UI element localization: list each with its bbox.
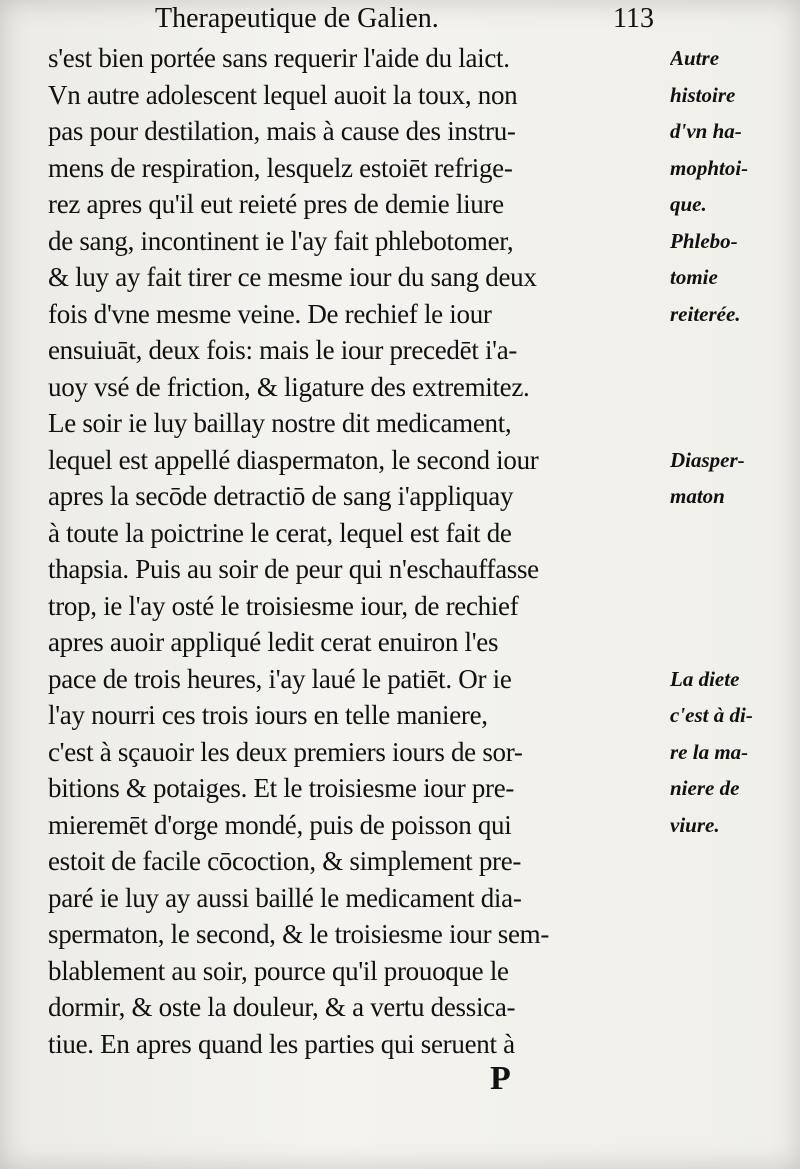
main-text-block	[48, 40, 668, 1062]
margin-note-line: La diete	[670, 666, 740, 691]
text-line: ensuiuāt, deux fois: mais le iour precedēt i'a-	[48, 335, 518, 365]
margin-note-line: que.	[670, 192, 707, 216]
text-line: de sang, incontinent ie l'ay fait phlebotomer,	[48, 225, 514, 256]
margin-note-line: Diasper-	[670, 447, 745, 472]
running-header	[155, 2, 675, 36]
text-line: l'ay nourri ces trois iours en telle maniere,	[48, 700, 488, 730]
margin-note-line: tomie	[670, 265, 718, 289]
text-line: & luy ay fait tirer ce mesme iour du sang deux	[48, 262, 537, 292]
margin-note-line: mophtoi-	[670, 155, 749, 180]
margin-note-line: viure.	[670, 812, 720, 837]
margin-note-line: reiterée.	[670, 301, 741, 326]
margin-note-line: histoire	[670, 82, 736, 107]
text-line: Vn autre adolescent lequel auoit la toux, non	[48, 79, 518, 110]
text-line: blablement au soir, pource qu'il prouoque le	[48, 955, 509, 986]
margin-note-line: d'vn ha-	[670, 119, 742, 143]
margin-notes	[670, 40, 798, 843]
text-line: trop, ie l'ay osté le troisiesme iour, de rechief	[48, 590, 519, 621]
text-line: bitions & potaiges. Et le troisiesme iour pre-	[48, 773, 515, 803]
text-line: uoy vsé de friction, & ligature des extremitez.	[48, 371, 530, 402]
text-line: mens de respiration, lesquelz estoiēt refrige-	[48, 152, 513, 183]
text-line: lequel est appellé diaspermaton, le second iour	[48, 444, 539, 475]
margin-note-line: maton	[670, 484, 725, 508]
margin-note-line: Phlebo-	[670, 228, 738, 253]
text-line: c'est à sçauoir les deux premiers iours de sor-	[48, 736, 523, 767]
page-number: 113	[613, 3, 654, 34]
text-line: dormir, & oste la douleur, & a vertu dessica-	[48, 992, 516, 1022]
text-line: estoit de facile cōcoction, & simplement pre-	[48, 846, 522, 876]
text-line: s'est bien portée sans requerir l'aide du laict.	[48, 43, 510, 73]
text-line: paré ie luy ay aussi baillé le medicament dia-	[48, 882, 522, 913]
text-line: pace de trois heures, i'ay laué le patiēt. Or ie	[48, 663, 512, 694]
text-line: pas pour destilation, mais à cause des instru-	[48, 116, 516, 146]
running-title: Therapeutique de Galien.	[155, 3, 439, 34]
text-line: tiue. En apres quand les parties qui seruent à	[48, 1028, 515, 1059]
text-line: apres auoir appliqué ledit cerat enuiron l'es	[48, 627, 499, 657]
margin-note-line: niere de	[670, 776, 740, 800]
text-line: spermaton, le second, & le troisiesme iour sem-	[48, 919, 550, 949]
margin-note-line: re la ma-	[670, 739, 749, 764]
text-line: rez apres qu'il eut reieté pres de demie liure	[48, 189, 504, 219]
text-line: apres la secōde detractiō de sang i'appliquay	[48, 481, 514, 511]
margin-note-line: c'est à di-	[670, 703, 753, 727]
text-line: fois d'vne mesme veine. De rechief le iour	[48, 298, 492, 329]
text-line: thapsia. Puis au soir de peur qui n'eschauffasse	[48, 554, 539, 584]
text-line: Le soir ie luy baillay nostre dit medicament,	[48, 408, 512, 438]
printer-signature-mark: P	[490, 1060, 511, 1097]
margin-note-line: Autre	[670, 46, 720, 70]
text-line: mieremēt d'orge mondé, puis de poisson qui	[48, 809, 512, 840]
text-line: à toute la poictrine le cerat, lequel est fait de	[48, 517, 512, 548]
